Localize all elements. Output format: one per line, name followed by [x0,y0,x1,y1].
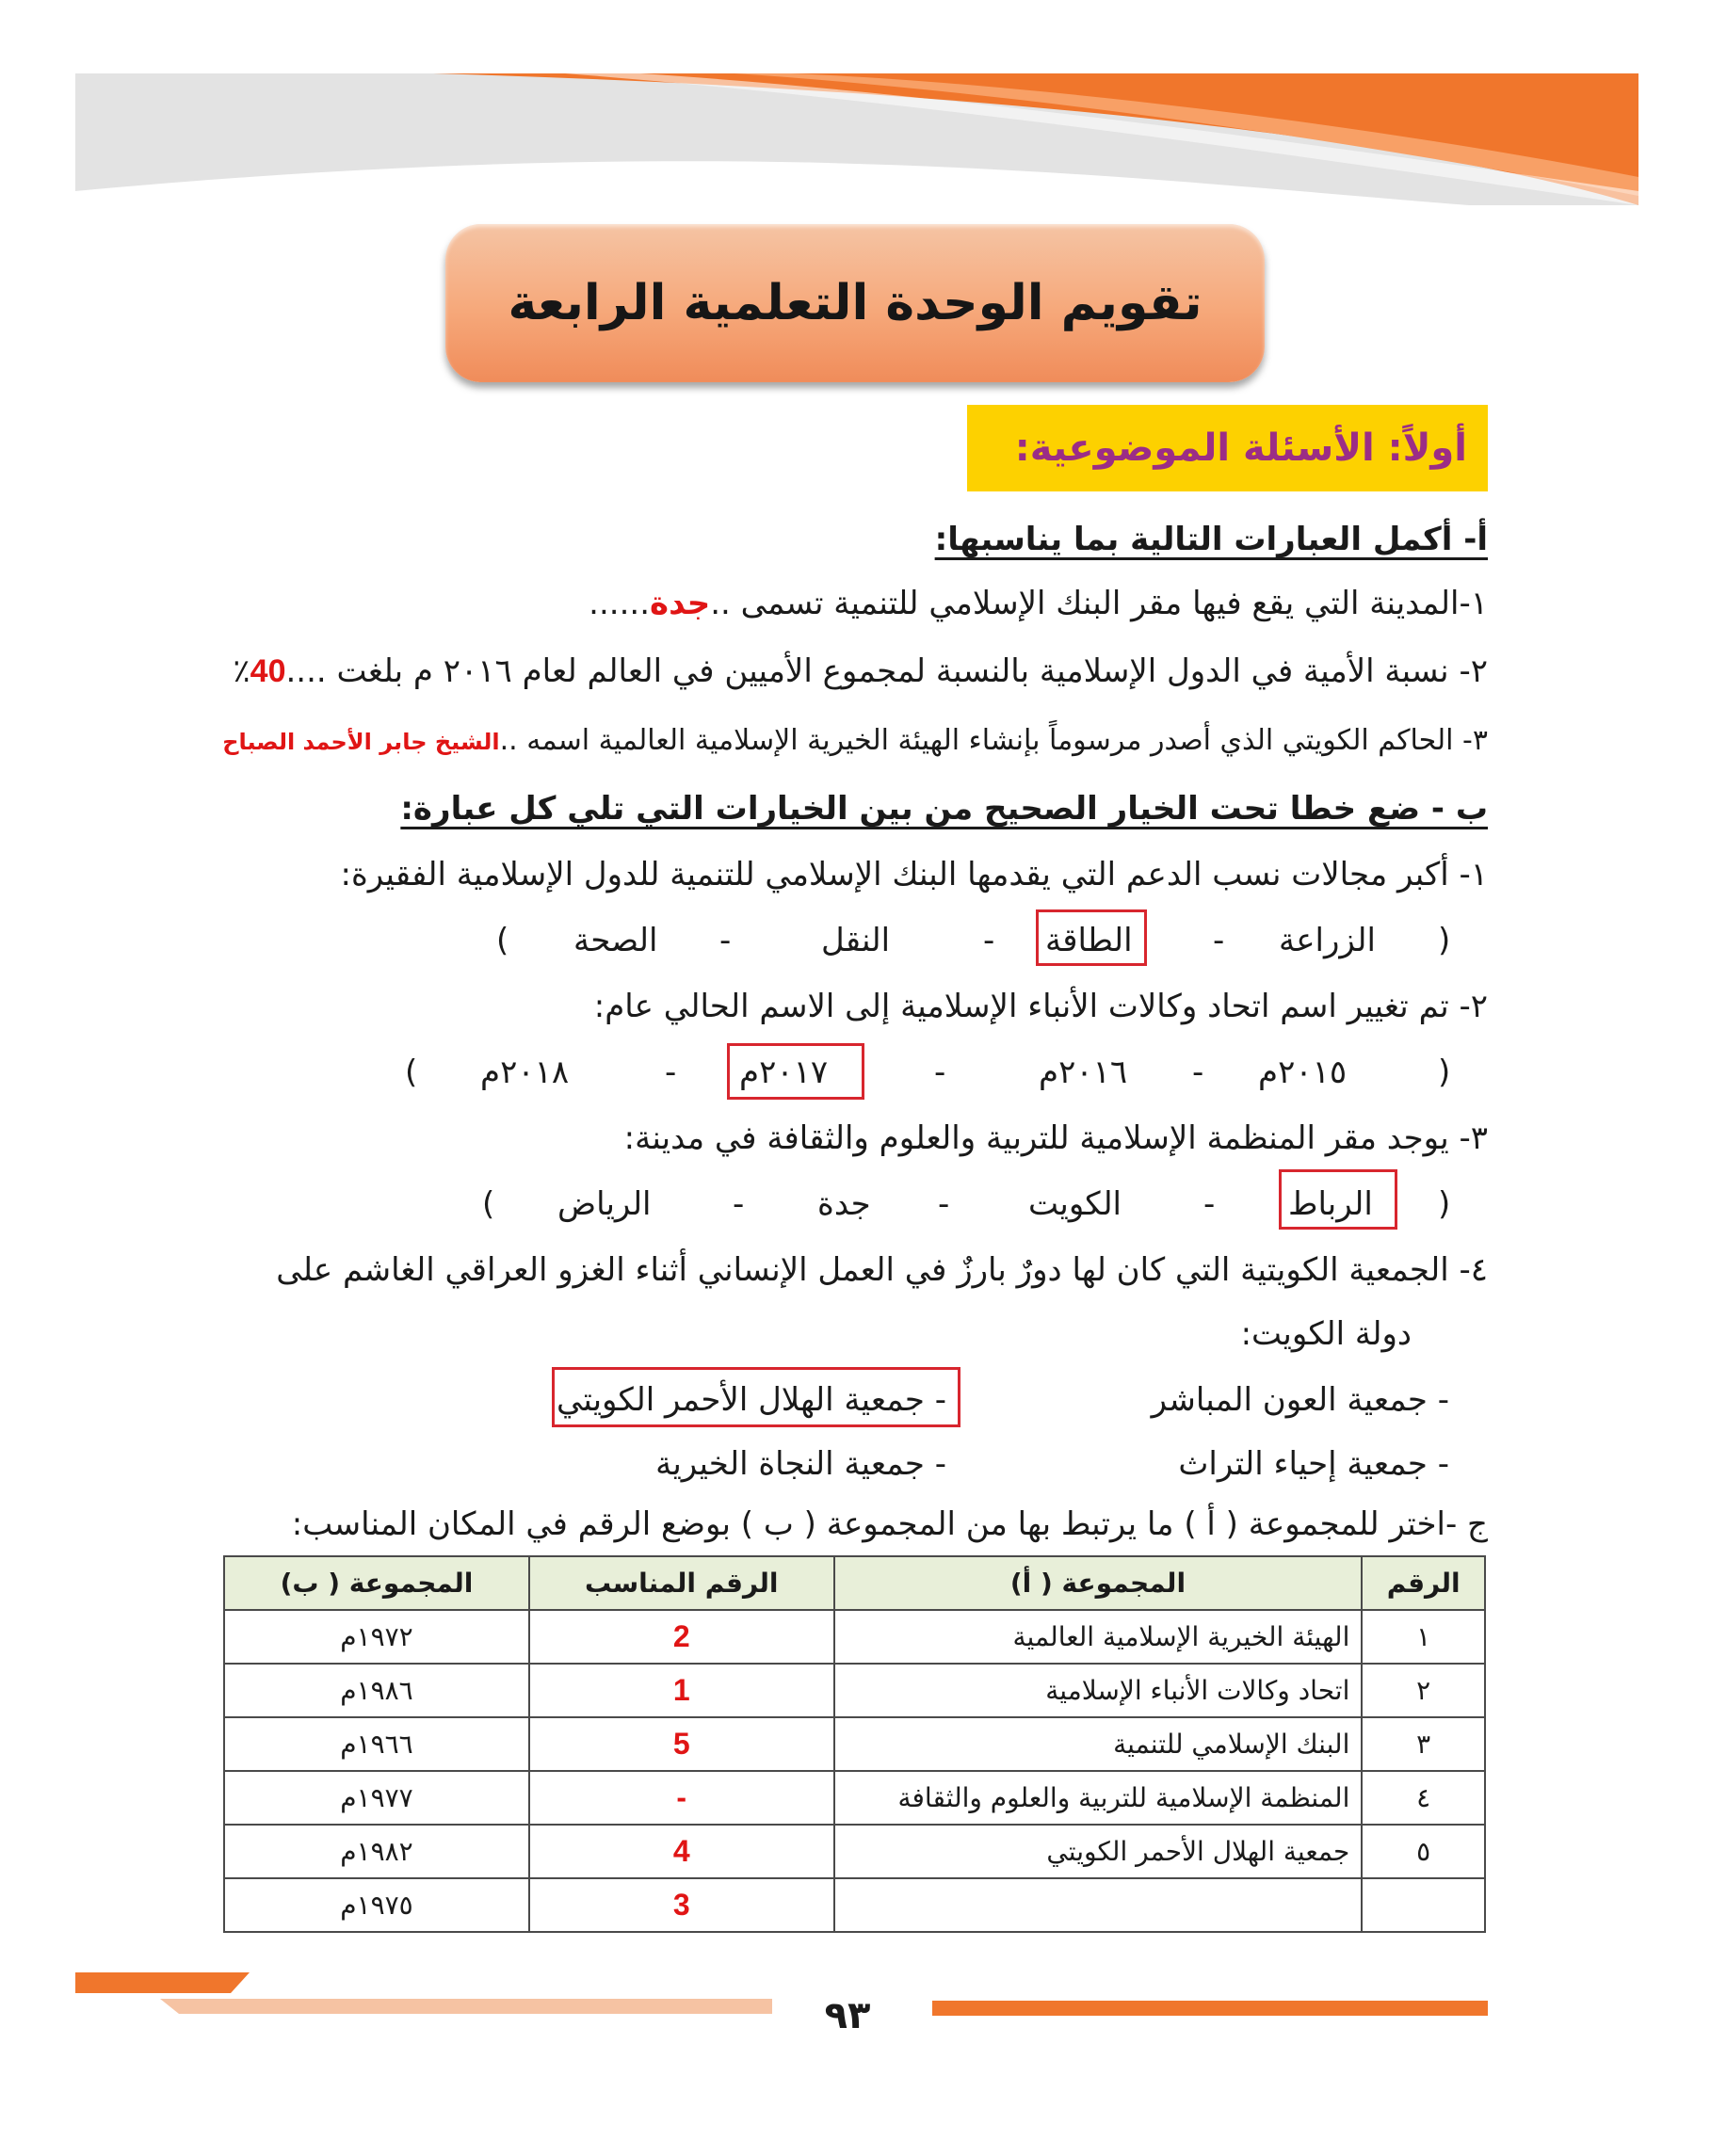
group-b-cell: ١٩٧٥م [224,1878,529,1932]
part-a-item-1-tail: ...... [589,585,651,622]
part-a-item-2-text: ٢- نسبة الأمية في الدول الإسلامية بالنسبة لمجموع الأميين في العالم لعام ٢٠١٦ م بلغت .... [285,652,1488,690]
part-b-heading: ب - ضع خطا تحت الخيار الصحيح من بين الخيارات التي تلي كل عبارة: [400,790,1488,828]
part-b-q4: ٤- الجمعية الكويتية التي كان لها دورٌ بارزٌ في العمل الإنساني أثناء الغزو العراقي الغاشم على [276,1251,1488,1289]
q2-option-2: ٢٠١٦م [1039,1054,1128,1091]
part-a-item-3 [222,717,1488,764]
q3-option-1: الرباط [1288,1185,1373,1223]
part-a-item-2 [233,650,1488,693]
q4-option-3: - جمعية إحياء التراث [1178,1445,1449,1483]
table-row [224,1825,1485,1878]
dash: - [983,922,995,959]
q2-option-1: ٢٠١٥م [1258,1054,1348,1091]
paren-close-q2: ) [405,1054,418,1091]
answer-cell: 4 [529,1825,834,1878]
paren-open-q1: ( [1438,922,1451,959]
group-a-cell: المنظمة الإسلامية للتربية والعلوم والثقافة [834,1771,1363,1825]
table-row [224,1664,1485,1717]
table-row [224,1717,1485,1771]
page-number: ٩٣ [824,1994,871,2037]
table-header-row [224,1556,1485,1610]
table-row [224,1878,1485,1932]
part-a-item-1-text: ١-المدينة التي يقع فيها مقر البنك الإسلامي للتنمية تسمى .. [710,585,1488,622]
col-group-a-header: المجموعة ( أ) [834,1556,1363,1610]
row-number: ١ [1362,1610,1485,1664]
q3-option-3: جدة [817,1185,871,1223]
q1-option-4: الصحة [573,922,658,959]
part-a-heading: أ- أكمل العبارات التالية بما يناسبها: [934,521,1488,558]
row-number [1362,1878,1485,1932]
part-b-q2: ٢- تم تغيير اسم اتحاد وكالات الأنباء الإسلامية إلى الاسم الحالي عام: [593,988,1488,1025]
row-number: ٣ [1362,1717,1485,1771]
q3-option-4: الرياض [557,1185,652,1223]
section-title: أولاً: الأسئلة الموضوعية: [1014,426,1467,470]
dash: - [1203,1185,1216,1223]
col-answer-header: الرقم المناسب [529,1556,834,1610]
answer-cell: 3 [529,1878,834,1932]
dash: - [719,922,732,959]
part-b-q4-cont: دولة الكويت: [1240,1315,1412,1353]
part-b-q3: ٣- يوجد مقر المنظمة الإسلامية للتربية والعلوم والثقافة في مدينة: [623,1119,1488,1157]
q1-option-1: الزراعة [1279,922,1376,959]
group-a-cell: الهيئة الخيرية الإسلامية العالمية [834,1610,1363,1664]
group-a-cell: البنك الإسلامي للتنمية [834,1717,1363,1771]
row-number: ٢ [1362,1664,1485,1717]
paren-close-q1: ) [496,922,509,959]
col-group-b-header: المجموعة ( ب) [224,1556,529,1610]
footer-bar [75,1972,1488,2029]
part-b-q1: ١- أكبر مجالات نسب الدعم التي يقدمها البنك الإسلامي للتنمية للدول الإسلامية الفقيرة: [340,856,1488,893]
dash: - [665,1054,677,1091]
paren-close-q3: ) [482,1185,495,1223]
dash: - [1192,1054,1204,1091]
dash: - [934,1054,946,1091]
group-a-cell [834,1878,1363,1932]
table-row [224,1771,1485,1825]
group-b-cell: ١٩٧٧م [224,1771,529,1825]
q3-option-2: الكويت [1028,1185,1122,1223]
row-number: ٥ [1362,1825,1485,1878]
group-a-cell: جمعية الهلال الأحمر الكويتي [834,1825,1363,1878]
part-a-item-1-answer: جدة [650,585,711,622]
q1-option-2: الطاقة [1045,922,1133,959]
q2-option-4: ٢٠١٨م [480,1054,570,1091]
dash: - [1213,922,1225,959]
part-a-item-1 [589,582,1488,625]
group-a-cell: اتحاد وكالات الأنباء الإسلامية [834,1664,1363,1717]
q1-option-3: النقل [821,922,891,959]
unit-title-box [445,224,1265,382]
row-number: ٤ [1362,1771,1485,1825]
answer-cell: - [529,1771,834,1825]
q4-option-4: - جمعية النجاة الخيرية [655,1445,946,1483]
group-b-cell: ١٩٨٦م [224,1664,529,1717]
paren-open-q2: ( [1438,1054,1451,1091]
answer-cell: 1 [529,1664,834,1717]
q4-option-2: - جمعية الهلال الأحمر الكويتي [556,1381,946,1419]
part-c-heading: ج -اختر للمجموعة ( أ ) ما يرتبط بها من المجموعة ( ب ) بوضع الرقم في المكان المناسب: [291,1505,1488,1543]
col-number-header: الرقم [1362,1556,1485,1610]
group-b-cell: ١٩٨٢م [224,1825,529,1878]
part-a-item-2-answer: 40 [250,653,286,689]
header-banner [75,73,1638,205]
unit-title: تقويم الوحدة التعلمية الرابعة [508,275,1203,331]
q2-option-3: ٢٠١٧م [739,1054,829,1091]
part-a-item-3-answer: الشيخ جابر الأحمد الصباح [222,729,500,755]
paren-open-q3: ( [1438,1185,1451,1223]
part-a-item-2-tail: ٪ [233,652,250,690]
table-row [224,1610,1485,1664]
answer-cell: 5 [529,1717,834,1771]
group-b-cell: ١٩٧٢م [224,1610,529,1664]
answer-cell: 2 [529,1610,834,1664]
group-b-cell: ١٩٦٦م [224,1717,529,1771]
dash: - [938,1185,950,1223]
q4-option-1: - جمعية العون المباشر [1151,1381,1449,1419]
section-label [967,405,1488,491]
dash: - [733,1185,745,1223]
part-a-item-3-text: ٣- الحاكم الكويتي الذي أصدر مرسوماً بإنشاء الهيئة الخيرية الإسلامية العالمية اسمه .. [499,724,1488,757]
matching-table [223,1555,1486,1933]
